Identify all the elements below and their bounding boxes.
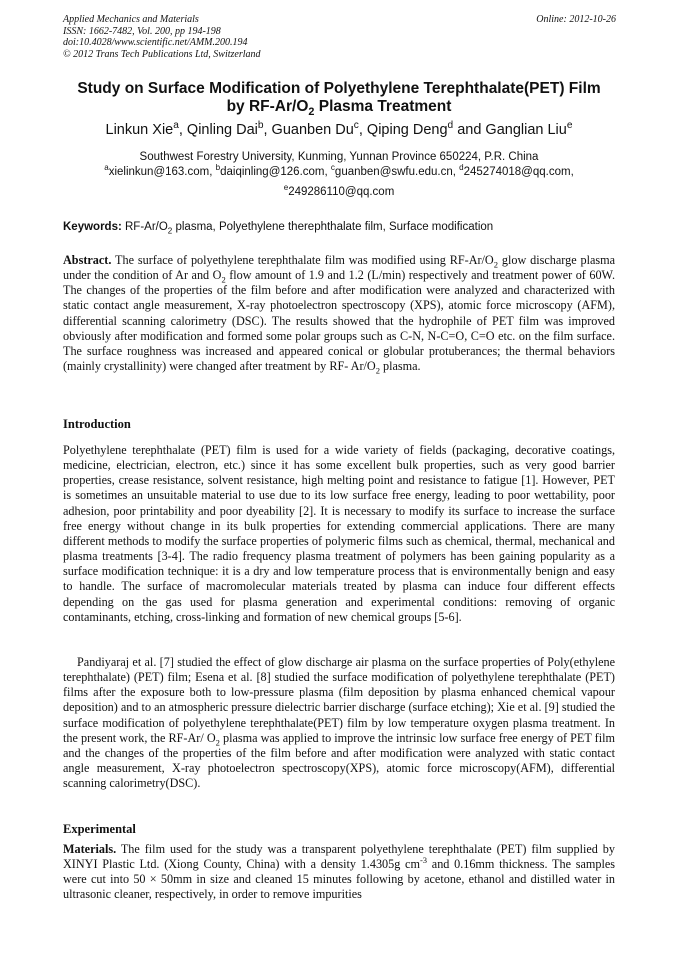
issn-line: ISSN: 1662-7482, Vol. 200, pp 194-198 bbox=[63, 25, 221, 37]
keywords-text: plasma, Polyethylene therephthalate film, Surface modification bbox=[172, 221, 494, 233]
experimental-heading: Experimental bbox=[63, 822, 136, 836]
keywords-subscript: 2 bbox=[167, 226, 173, 236]
paragraph-text: and 0.16mm thickness. The samples were cut into 50 × 50mm in size and cleaned 15 minutes following by acetone, ethanol and distilled water in ultrasonic cleaner, respectively, in order to remove impurities bbox=[63, 857, 615, 902]
subscript: 2 bbox=[493, 259, 499, 270]
email: 249286110@qq.com bbox=[288, 186, 395, 198]
author-mark: d bbox=[447, 120, 454, 132]
email-mark: a bbox=[104, 163, 109, 173]
materials-paragraph bbox=[63, 842, 615, 903]
introduction-paragraph-2 bbox=[63, 655, 615, 791]
institution: Southwest Forestry University, Kunming, Yunnan Province 650224, P.R. China bbox=[139, 151, 539, 163]
author-mark: a bbox=[173, 120, 179, 132]
author-mark: e bbox=[566, 120, 573, 132]
abstract-label: Abstract. bbox=[63, 253, 112, 267]
title-text: by RF-Ar/O bbox=[226, 98, 309, 115]
abstract-text: plasma. bbox=[379, 359, 421, 374]
paragraph-text: Pandiyaraj et al. [7] studied the effect of glow discharge air plasma on the surface properties of Poly(ethylene terephthalate) (PET) film; Esena et al. [8] studied the surface modification of polyethylene terephthalate (PET) films after the exposure both to low-pressure plasma (film deposition by plasma enhanced chemical vapour deposition) and to an atmospheric pressure dielectric barrier discharge (surface etching); Xie et al. [9] studied the surface modification of polyethylene terephthalate(PET) film by low temperature oxygen plasma treatment. In the present work, the RF-Ar/ O bbox=[63, 655, 615, 745]
email-list-2 bbox=[40, 183, 638, 198]
subscript: 2 bbox=[375, 365, 380, 376]
paragraph-text: The film used for the study was a transparent polyethylene terephthalate (PET) film supplied by XINYI Plastic Ltd. (Xiong County, China) with a density 1.4305g cm bbox=[63, 842, 615, 872]
author-name: , Qinling Dai bbox=[178, 122, 258, 138]
introduction-paragraph-1: Polyethylene terephthalate (PET) film is used for a wide variety of fields (packaging, decorative coatings, medicine, electrician, electron, etc.) since it has some excellent bulk properties, such as very good barrier properties, crease resistance, solvent resistance, high melting point and resistance to fatigue [1]. However, PET is sometimes an unsuitable material to use due to its low surface free energy, leading to poor wettability, poor adhesion, poor printability and poor dyeability [2]. It is necessary to modify its surface to increase the surface free energy without change in its bulk properties for extending commercial applications. There are many different methods to modify the surface properties of polymeric films such as chemical, thermal, mechanical and plasma treatments [3-4]. The radio frequency plasma treatment of polymers has been gaining popularity as a surface modification technique: it is a dry and low temperature process that is environmentally benign and easy to handle. The surface of macromolecular materials treated by plasma can induce four different effects depending on the gas used for plasma generation and experimental conditions: removing of organic contaminants, etching, cross-linking and formation of new chemical groups [5-6]. bbox=[63, 443, 615, 624]
keywords bbox=[63, 221, 615, 236]
author-list bbox=[40, 122, 638, 138]
email: daiqinling@126.com, bbox=[220, 166, 331, 178]
subscript: 2 bbox=[215, 737, 220, 748]
email-mark: d bbox=[459, 163, 464, 173]
paragraph-text: plasma was applied to improve the intrinsic low surface free energy of PET film and the changes of the properties of the film before and after modification were analyzed with static contact angle measurement, X-ray photoelectron spectroscopy(XPS), atomic force microscopy(AFM), differential scanning calorimetry(DSC). bbox=[63, 730, 615, 791]
author-name: and Ganglian Liu bbox=[453, 122, 567, 138]
email: guanben@swfu.edu.cn, bbox=[334, 166, 460, 178]
title-text: Plasma Treatment bbox=[314, 98, 452, 115]
author-name: , Qiping Deng bbox=[358, 122, 448, 138]
author-mark: b bbox=[257, 120, 264, 132]
author-name: , Guanben Du bbox=[263, 122, 354, 138]
email: xielinkun@163.com, bbox=[108, 166, 216, 178]
title-line-2 bbox=[40, 98, 638, 119]
email-list bbox=[40, 165, 638, 180]
affiliation bbox=[40, 150, 638, 180]
email: 245274018@qq.com, bbox=[463, 166, 574, 178]
online-date: Online: 2012-10-26 bbox=[536, 14, 616, 25]
email-mark: e bbox=[283, 183, 289, 193]
superscript: -3 bbox=[419, 855, 428, 866]
introduction-heading: Introduction bbox=[63, 417, 131, 431]
author-name: Linkun Xie bbox=[105, 122, 174, 138]
email-mark: c bbox=[330, 163, 335, 173]
keywords-label: Keywords: bbox=[63, 221, 122, 233]
keywords-text: RF-Ar/O bbox=[121, 221, 168, 233]
abstract bbox=[63, 253, 615, 374]
journal-name: Applied Mechanics and Materials bbox=[63, 14, 199, 25]
abstract-text: flow amount of 1.9 and 1.2 (L/min) respectively and treatment power of 60W. The changes of the properties of the film before and after modification were analyzed and characterized with static contact angle measurement, X-ray photoelectron spectroscopy (XPS), atomic force microscopy (AFM), differential scanning calorimetry (DSC). The results showed that the hydrophile of PET film was improved obviously after modification and formed some polar groups such as C-N, N-C=O, C=O etc. on the film surface. The surface roughness was increased and appeared conical or globular protuberances; the thermal behaviors (mainly crystallinity) were changed after treatment by RF- Ar/O bbox=[63, 268, 615, 374]
materials-label: Materials. bbox=[63, 842, 117, 856]
paper-title bbox=[40, 80, 638, 119]
abstract-text: The surface of polyethylene terephthalate film was modified using RF-Ar/O bbox=[111, 253, 494, 267]
doi-line: doi:10.4028/www.scientific.net/AMM.200.194 bbox=[63, 37, 248, 48]
subscript: 2 bbox=[221, 274, 226, 285]
title-line-1: Study on Surface Modification of Polyethylene Terephthalate(PET) Film bbox=[77, 80, 601, 97]
journal-header bbox=[63, 14, 261, 60]
author-mark: c bbox=[353, 120, 359, 132]
copyright-line: © 2012 Trans Tech Publications Ltd, Switzerland bbox=[63, 48, 261, 60]
title-subscript: 2 bbox=[308, 106, 315, 119]
abstract-text: glow discharge plasma under the condition of Ar and O bbox=[63, 253, 615, 283]
email-mark: b bbox=[215, 163, 221, 173]
